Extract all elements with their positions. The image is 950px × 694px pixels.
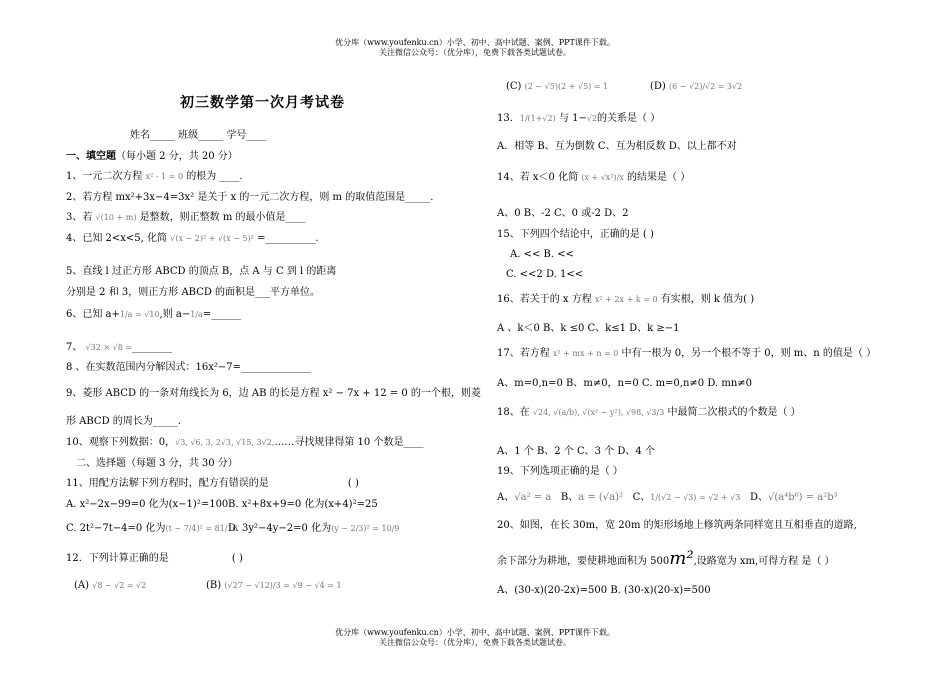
q7-text-a: 7、: [66, 342, 83, 353]
q11-option-c-text: C. 2t²−7t−4=0 化为: [66, 523, 166, 534]
q6-expr-2: 1/a: [190, 310, 203, 319]
q20-text-b: ,设路宽为 xm,可得方程 是（ ）: [693, 556, 835, 567]
q4-expr: √(x − 2)² + √(x − 5)²: [170, 234, 254, 243]
q18-expr: √24, √(a/b), √(x² − y²), √98, √3/3: [532, 408, 665, 417]
q11-paren: ( ): [347, 478, 359, 489]
q12-option-c-expr: (2 − √5)(2 + √5) = 1: [524, 82, 609, 91]
q19-option-b-label: B、: [560, 492, 579, 503]
q17-text-a: 17、若方程: [497, 348, 550, 359]
q12-option-a-label: (A): [74, 580, 90, 591]
q10-expr: √3, √6, 3, 2√3, √15, 3√2,: [175, 438, 275, 447]
question-11: [66, 478, 359, 490]
question-4: [66, 233, 319, 245]
q3-text-b: 是整数，则正整数 m 的最小值是____: [139, 212, 306, 223]
q20-text-a: 余下部分为耕地，要使耕地面积为 500: [497, 556, 670, 567]
q19-option-d-label: D、: [749, 492, 768, 503]
question-17: [497, 348, 876, 360]
question-8: 8 、在实数范围内分解因式：16x²−7=______________: [66, 362, 312, 373]
q12-option-d-expr: (6 − √2)/√2 = 3√2: [669, 82, 743, 91]
q1-expr: x² - 1 = 0: [145, 172, 184, 181]
q10-text-a: 10、观察下列数据：0，: [66, 437, 176, 448]
q17-text-b: 中有一根为 0，另一个根不等于 0，则 m、n 的值是（ ）: [621, 348, 877, 359]
q16-expr: x² + 2x + k = 0: [594, 295, 658, 304]
q12-option-d: [650, 81, 742, 93]
q12-option-b-expr: (√27 − √12)/3 = √9 − √4 = 1: [224, 581, 342, 590]
q14-text-b: 的结果是（ ）: [627, 172, 691, 183]
q19-options: [497, 492, 838, 504]
name-line: 姓名_____ 班级_____ 学号____: [130, 130, 267, 141]
q1-text-a: 1、一元二次方程: [66, 171, 143, 182]
section1-note: （每小题 2 分，共 20 分）: [116, 151, 238, 162]
q12-option-c-label: (C): [506, 81, 522, 92]
q12-stem: 12．下列计算正确的是: [66, 553, 169, 564]
q11-option-c-expr: (t − 7/4)² = 81/16: [165, 524, 238, 533]
question-15: 15、下列四个结论中，正确的是 ( ): [497, 229, 654, 240]
section-fill-blank: [66, 151, 238, 163]
question-9-line-1: 9、菱形 ABCD 的一条对角线长为 6，边 AB 的长是方程 x² − 7x + 12 = 0 的一个根，则菱: [66, 388, 481, 399]
q14-options: A、0 B、-2 C、0 或-2 D、2: [497, 208, 629, 219]
q6-text-b: ,则 a−: [159, 309, 191, 320]
section-choice: 二、选择题（每题 3 分，共 30 分）: [76, 458, 238, 469]
q19-option-c-expr: 1/(√2 − √3) = √2 + √3: [650, 493, 741, 502]
q11-option-c: [66, 523, 238, 535]
question-14: [497, 172, 690, 184]
question-20-line-1: 20、如图，在长 30m，宽 20m 的矩形场地上修筑两条同样宽且互相垂直的道路,: [497, 520, 857, 531]
q13-text-b: 与 1−: [558, 113, 587, 124]
q16-text-b: 有实根，则 k 值为( ): [660, 294, 755, 305]
q12-option-b: [206, 580, 342, 592]
q19-option-d-expr: √(a⁴b⁶) = a²b³: [767, 492, 838, 503]
question-20-line-2: [497, 548, 835, 569]
q12-option-a-expr: √8 − √2 = √2: [92, 581, 147, 590]
q6-text-c: =______: [202, 309, 242, 320]
section1-label: 一、填空题: [66, 151, 116, 162]
question-12: [66, 553, 243, 565]
q16-options: A 、k＜0 B、k ≤0 C、k≤1 D、k ≥−1: [497, 323, 680, 334]
q19-option-a-label: A、: [497, 492, 515, 503]
question-10: [66, 437, 423, 449]
page-title: 初三数学第一次月考试卷: [180, 95, 345, 111]
q19-option-a-expr: √a² = a: [514, 492, 552, 503]
footer-line-2: 关注微信公众号：（优分库），免费下载各类试题试卷。: [379, 638, 571, 647]
q12-option-d-label: (D): [650, 81, 666, 92]
q11-option-d-text: D. 3y²−4y−2=0 化为: [228, 523, 332, 534]
q20-unit: m²: [669, 548, 694, 569]
question-5-line-1: 5、直线 l 过正方形 ABCD 的顶点 B，点 A 与 C 到 l 的距离: [66, 266, 337, 277]
question-3: [66, 212, 306, 224]
header-line-1: 优分库（www.youfenku.cn）小学、初中、高中试题、案例、PPT课件下载。: [335, 38, 615, 47]
q14-text-a: 14、若 x＜0 化简: [497, 172, 579, 183]
q20-options: A、(30-x)(20-2x)=500 B. (30-x)(20-x)=500: [497, 585, 711, 596]
q19-option-b-expr: a = (√a)²: [578, 492, 624, 503]
question-7: [66, 342, 172, 354]
q18-text-b: 中最简二次根式的个数是（ ）: [667, 407, 801, 418]
q14-expr: (x + √x²)/x: [581, 173, 624, 182]
q13-text-c: 的关系是（ ）: [597, 113, 661, 124]
footer-line-1: 优分库（www.youfenku.cn）小学、初中、高中试题、案例、PPT课件下载。: [335, 628, 615, 637]
q3-expr: √(10 + m): [95, 213, 137, 222]
q11-option-d-expr: (y − 2/3)² = 10/9: [331, 524, 400, 533]
q6-expr-1: 1/a = √10: [119, 310, 160, 319]
question-18: [497, 407, 801, 419]
q18-options: A、1 个 B、2 个 C、3 个 D、4 个: [497, 446, 655, 457]
q3-text-a: 3、若: [66, 212, 93, 223]
q10-text-b: ……寻找规律得第 10 个数是____: [274, 437, 424, 448]
question-16: [497, 294, 754, 306]
q11-option-a: A. x²−2x−99=0 化为(x−1)²=100: [66, 499, 229, 510]
question-19: 19、下列选项正确的是（ ）: [497, 466, 623, 477]
q18-text-a: 18、在: [497, 407, 530, 418]
q19-option-c-label: C、: [632, 492, 651, 503]
q4-text-b: =__________.: [257, 233, 319, 244]
q11-option-b: B. x²+8x+9=0 化为(x+4)²=25: [228, 499, 378, 510]
header-line-2: 关注微信公众号：（优分库），免费下载各类试题试卷。: [379, 48, 571, 57]
q15-options-row-1: A. << B. <<: [510, 249, 574, 260]
question-1: [66, 171, 243, 183]
q12-option-c: [506, 81, 608, 93]
q15-options-row-2: C. <<2 D. 1<<: [506, 269, 584, 280]
q11-option-d: [228, 523, 399, 535]
q16-text-a: 16、若关于的 x 方程: [497, 294, 592, 305]
q12-option-b-label: (B): [206, 580, 222, 591]
question-9-line-2: 形 ABCD 的周长为_____.: [66, 416, 181, 427]
question-5-line-2: 分别是 2 和 3，则正方形 ABCD 的面积是___平方单位。: [66, 287, 321, 298]
q6-text-a: 6、已知 a+: [66, 309, 120, 320]
q13-expr-1: 1/(1+√2): [519, 114, 556, 123]
q17-options: A、m=0,n=0 B、m≠0，n=0 C. m=0,n≠0 D. mn≠0: [497, 378, 753, 389]
question-13: [497, 113, 660, 125]
question-6: [66, 309, 241, 321]
q4-text-a: 4、已知 2<x<5, 化简: [66, 233, 168, 244]
q7-expr: √32 × √8 =: [85, 343, 133, 352]
q7-text-b: ________: [132, 342, 173, 353]
q1-text-b: 的根为 ____.: [186, 171, 243, 182]
q17-expr: x² + mx + n = 0: [552, 349, 619, 358]
q13-text-a: 13．: [497, 113, 520, 124]
question-2: 2、若方程 mx²+3x−4=3x² 是关于 x 的一元二次方程，则 m 的取值范围是_____.: [66, 192, 434, 203]
q12-option-a: [74, 580, 146, 592]
q11-stem: 11、用配方法解下列方程时，配方有错误的是: [66, 478, 269, 489]
q12-paren: ( ): [231, 553, 243, 564]
q13-expr-2: √2: [586, 114, 598, 123]
q13-options: A．相等 B、互为倒数 C、互为相反数 D、以上都不对: [497, 141, 737, 152]
